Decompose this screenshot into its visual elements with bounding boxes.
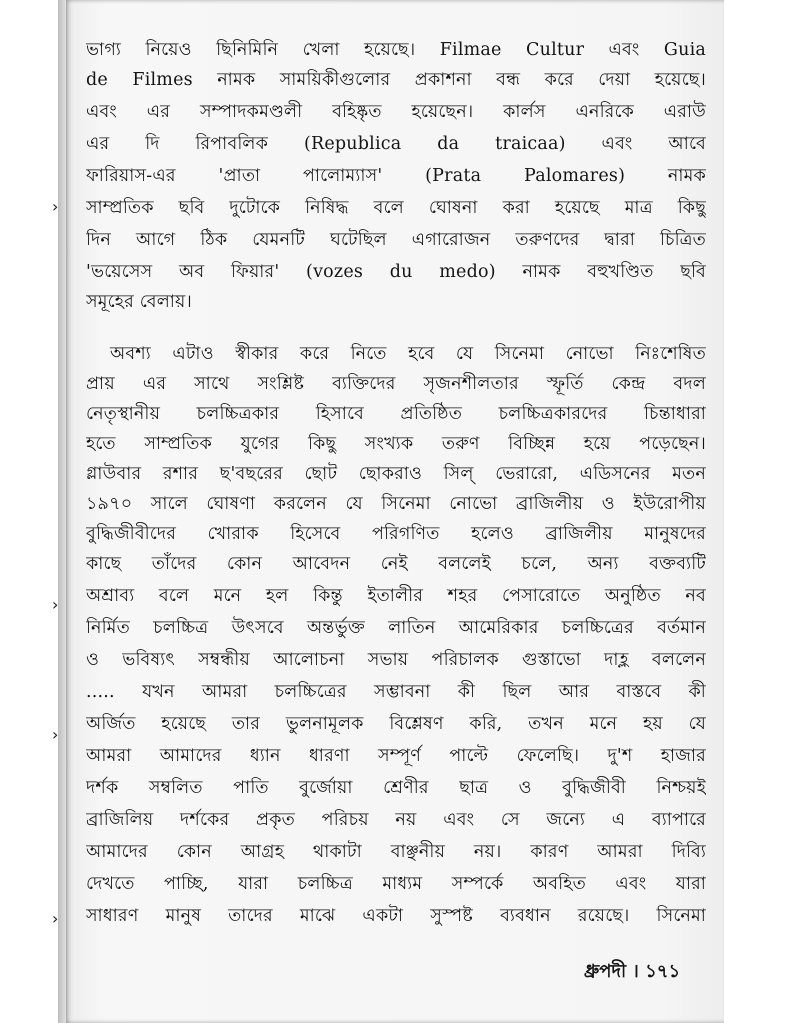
- text-line: প্রায় এর সাথে সংশ্লিষ্ট ব্যক্তিদের সৃজনশীলতার স্ফূর্তি কেন্দ্র বদল: [86, 374, 706, 394]
- text-line: বুদ্ধিজীবীদের খোরাক হিসেবে পরিগণিত হলেও ব্রাজিলীয় মানুষদের: [86, 524, 706, 544]
- text-line: ব্রাজিলিয় দর্শকের প্রকৃত পরিচয় নয় এবং সে জন্যে এ ব্যাপারে: [86, 810, 706, 830]
- text-line: অর্জিত হয়েছে তার ভুলনামূলক বিশ্লেষণ করি, তখন মনে হয় যে: [86, 714, 706, 734]
- text-line: এর দি রিপাবলিক (Republica da traicaa) এবং আবে: [86, 134, 706, 154]
- text-line: নেতৃস্থানীয় চলচ্চিত্রকার হিসাবে প্রতিষ্ঠিত চলচ্চিত্রকারদের চিন্তাধারা: [86, 404, 706, 424]
- text-line: হতে সাম্প্রতিক যুগের কিছু সংখ্যক তরুণ বিচ্ছিন্ন হয়ে পড়েছেন।: [86, 434, 706, 454]
- text-line: নির্মিত চলচ্চিত্র উৎসবে অন্তর্ভুক্ত লাতিন আমেরিকার চলচ্চিত্রের বর্তমান: [86, 618, 706, 638]
- book-page: [64, 0, 724, 1023]
- text-line: দিন আগে ঠিক যেমনটি ঘটেছিল এগারোজন তরুণদের দ্বারা চিত্রিত: [86, 230, 706, 250]
- text-line: আমাদের কোন আগ্রহ থাকাটা বাঞ্ছনীয় নয়। কারণ আমরা দিব্যি: [86, 842, 706, 862]
- text-line: গ্লাউবার রশার ছ'বছরের ছোট ছোকরাও সিল্ ভেরারো, এডিসনের মতন: [86, 464, 706, 484]
- text-line: ..... যখন আমরা চলচ্চিত্রের সম্ভাবনা কী ছিল আর বাস্তবে কী: [86, 682, 706, 702]
- margin-mark-icon: ›: [52, 197, 59, 216]
- text-line: দর্শক সম্বলিত পাতি বুর্জোয়া শ্রেণীর ছাত্র ও বুদ্ধিজীবী নিশ্চয়ই: [86, 778, 706, 798]
- text-line: de Filmes নামক সাময়িকীগুলোর প্রকাশনা বন্ধ করে দেয়া হয়েছে।: [86, 70, 706, 90]
- text-line: সাধারণ মানুষ তাদের মাঝে একটা সুস্পষ্ট ব্যবধান রয়েছে। সিনেমা: [86, 906, 706, 926]
- text-line: আমরা আমাদের ধ্যান ধারণা সম্পূর্ণ পাল্টে ফেলেছি। দু'শ হাজার: [86, 746, 706, 766]
- text-line: সমূহের বেলায়।: [86, 292, 193, 312]
- text-line: অশ্রাব্য বলে মনে হল কিন্তু ইতালীর শহর পেসারোতে অনুষ্ঠিত নব: [86, 586, 706, 606]
- text-line: কাছে তাঁদের কোন আবেদন নেই বললেই চলে, অন্য বক্তব্যটি: [86, 554, 706, 574]
- page-footer: ধ্রুপদী । ১৭১: [584, 961, 681, 982]
- text-line: ভাগ্য নিয়েও ছিনিমিনি খেলা হয়েছে। Filmae Cultur এবং Guia: [86, 40, 706, 60]
- text-line: 'ভয়েসেস অব ফিয়ার' (vozes du medo) নামক বহুখণ্ডিত ছবি: [86, 262, 706, 282]
- text-line: ফারিয়াস-এর 'প্রাতা পালোম্যাস' (Prata Palomares) নামক: [86, 166, 706, 186]
- margin-mark-icon: ›: [52, 909, 59, 928]
- text-line: এবং এর সম্পাদকমণ্ডলী বহিষ্কৃত হয়েছেন। কার্লস এনরিকে এরাউ: [86, 102, 706, 122]
- text-line: ১৯৭০ সালে ঘোষণা করলেন যে সিনেমা নোভো ব্রাজিলীয় ও ইউরোপীয়: [86, 494, 706, 514]
- margin-mark-icon: ›: [52, 595, 59, 614]
- margin-mark-icon: ›: [52, 725, 59, 744]
- text-line: অবশ্য এটাও স্বীকার করে নিতে হবে যে সিনেমা নোভো নিঃশেষিত: [110, 344, 706, 364]
- text-line: দেখতে পাচ্ছি, যারা চলচ্চিত্র মাধ্যম সম্পর্কে অবহিত এবং যারা: [86, 874, 706, 894]
- text-line: সাম্প্রতিক ছবি দুটোকে নিষিদ্ধ বলে ঘোষনা করা হয়েছে মাত্র কিছু: [86, 198, 706, 218]
- text-line: ও ভবিষ্যৎ সম্বন্ধীয় আলোচনা সভায় পরিচালক গুস্তাভো দাহ্ল বললেন: [86, 650, 706, 670]
